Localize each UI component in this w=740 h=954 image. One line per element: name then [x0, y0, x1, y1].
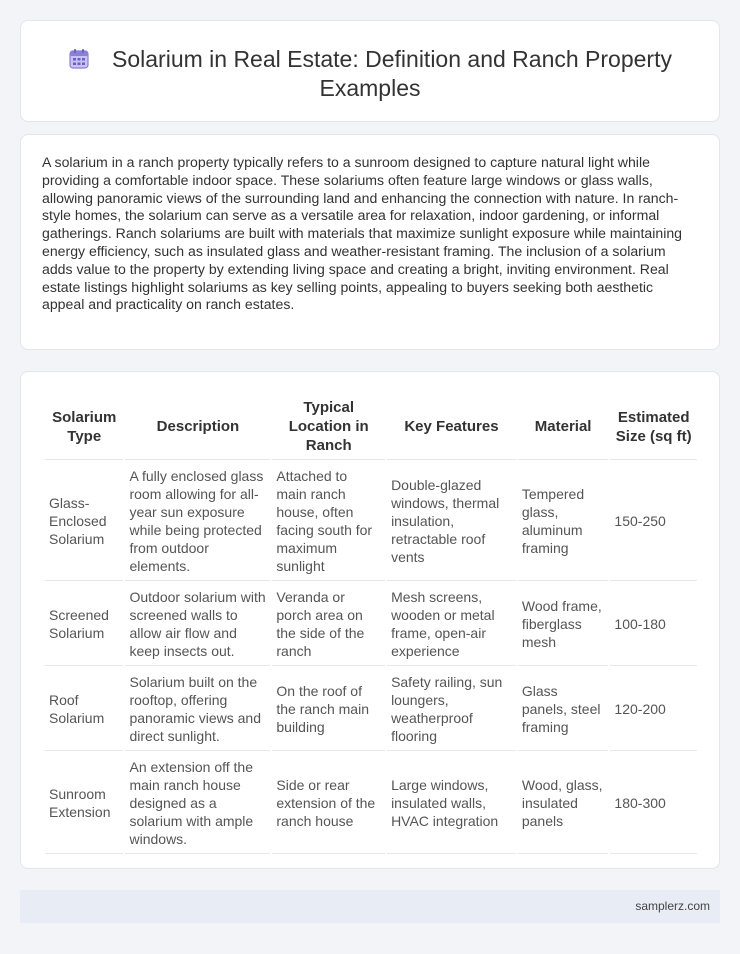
- header-description: Description: [125, 394, 270, 460]
- header-solarium-type: Solarium Type: [45, 394, 123, 460]
- page-title-block: [61, 45, 679, 103]
- intro-card: [20, 134, 720, 350]
- calendar-grid-icon: [68, 48, 90, 70]
- cell-description: A fully enclosed glass room allowing for all-year sun exposure while being protected from outdoor elements.: [125, 462, 270, 581]
- cell-features: Double-glazed windows, thermal insulation, retractable roof vents: [387, 462, 516, 581]
- cell-material: Wood frame, fiberglass mesh: [518, 583, 609, 666]
- cell-size: 100-180: [610, 583, 697, 666]
- solarium-table: [43, 392, 699, 856]
- cell-type: Roof Solarium: [45, 668, 123, 751]
- header-key-features: Key Features: [387, 394, 516, 460]
- table-row: [45, 462, 697, 581]
- table-row: [45, 583, 697, 666]
- title-card: [20, 20, 720, 122]
- cell-type: Glass-Enclosed Solarium: [45, 462, 123, 581]
- cell-material: Tempered glass, aluminum framing: [518, 462, 609, 581]
- cell-features: Mesh screens, wooden or metal frame, open-air experience: [387, 583, 516, 666]
- cell-description: An extension off the main ranch house designed as a solarium with ample windows.: [125, 753, 270, 854]
- page-title: Solarium in Real Estate: Definition and Ranch Property Examples: [112, 46, 672, 101]
- cell-size: 180-300: [610, 753, 697, 854]
- footer-site-link[interactable]: samplerz.com: [635, 899, 710, 913]
- cell-description: Solarium built on the rooftop, offering panoramic views and direct sunlight.: [125, 668, 270, 751]
- table-row: [45, 668, 697, 751]
- header-material: Material: [518, 394, 609, 460]
- cell-size: 120-200: [610, 668, 697, 751]
- cell-type: Screened Solarium: [45, 583, 123, 666]
- table-header-row: [45, 394, 697, 460]
- cell-size: 150-250: [610, 462, 697, 581]
- footer-bar: [20, 890, 720, 923]
- cell-material: Wood, glass, insulated panels: [518, 753, 609, 854]
- cell-features: Safety railing, sun loungers, weatherproof flooring: [387, 668, 516, 751]
- cell-location: On the roof of the ranch main building: [272, 668, 385, 751]
- cell-location: Side or rear extension of the ranch house: [272, 753, 385, 854]
- cell-location: Attached to main ranch house, often facing south for maximum sunlight: [272, 462, 385, 581]
- cell-material: Glass panels, steel framing: [518, 668, 609, 751]
- cell-type: Sunroom Extension: [45, 753, 123, 854]
- cell-location: Veranda or porch area on the side of the ranch: [272, 583, 385, 666]
- header-size: Estimated Size (sq ft): [610, 394, 697, 460]
- header-location: Typical Location in Ranch: [272, 394, 385, 460]
- intro-paragraph: A solarium in a ranch property typically refers to a sunroom designed to capture natural light while providing a comfortable indoor space. These solariums often feature large windows or glass walls, allowing panoramic views of the surrounding land and enhancing the connection with nature. In ranch-style homes, the solarium can serve as a versatile area for relaxation, indoor gardening, or informal gatherings. Ranch solariums are built with materials that maximize sunlight exposure while maintaining energy efficiency, such as insulated glass and weather-resistant framing. The inclusion of a solarium adds value to the property by extending living space and creating a bright, inviting environment. Real estate listings highlight solariums as key selling points, appealing to buyers seeking both aesthetic appeal and practicality on ranch estates.: [42, 154, 682, 313]
- cell-features: Large windows, insulated walls, HVAC integration: [387, 753, 516, 854]
- cell-description: Outdoor solarium with screened walls to allow air flow and keep insects out.: [125, 583, 270, 666]
- table-card: [20, 371, 720, 869]
- table-row: [45, 753, 697, 854]
